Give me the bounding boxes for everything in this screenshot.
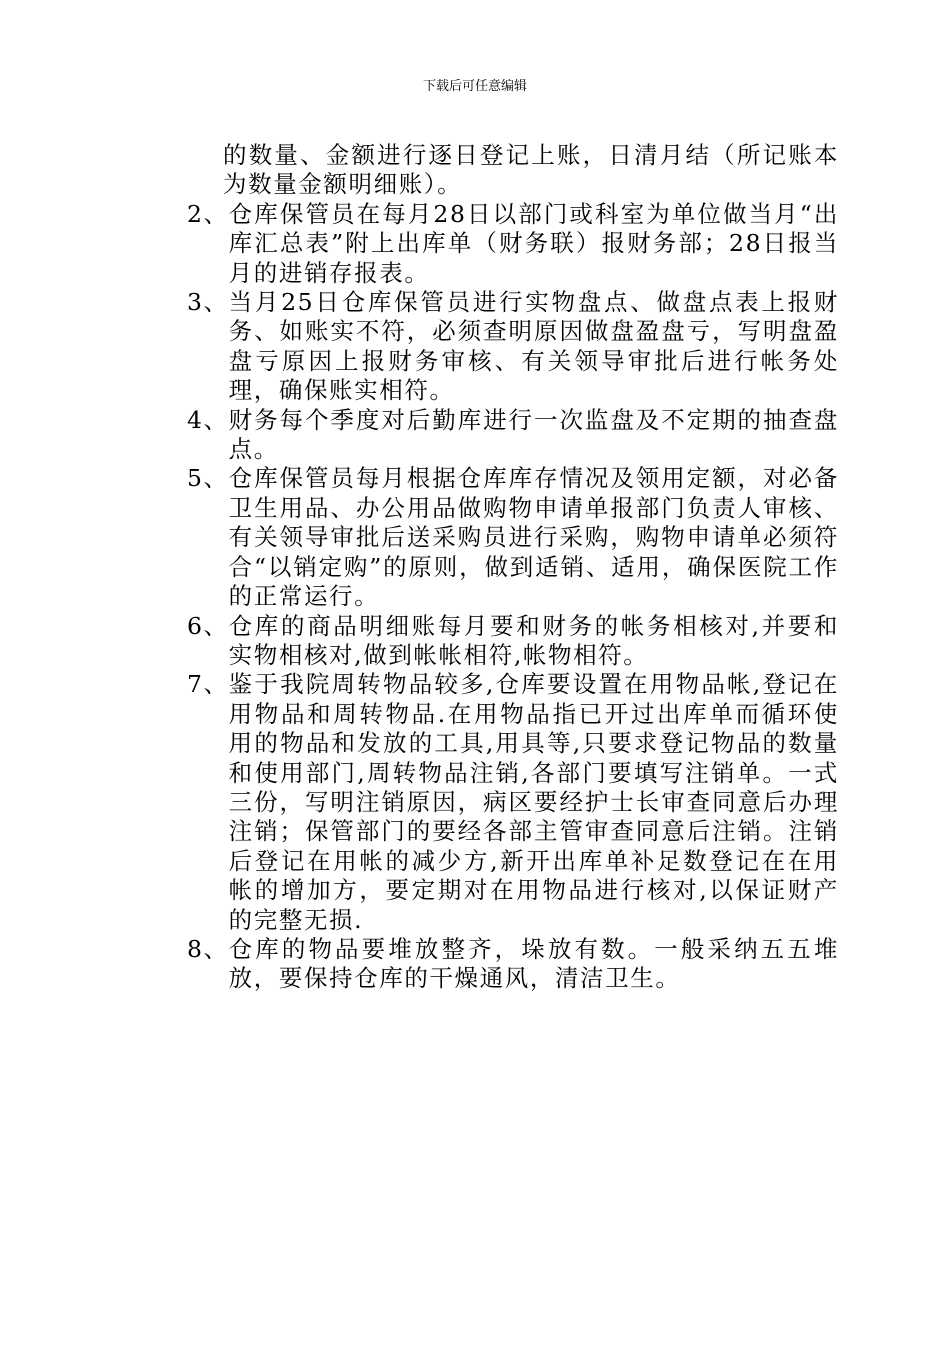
item-text: 仓库保管员在每月28日以部门或科室为单位做当月“出库汇总表”附上出库单（财务联）报财务部；28日报当月的进销存报表。 [228,199,839,287]
item-number: 4、 [187,405,229,434]
page-header: 下载后可任意编辑 [422,79,527,94]
item-number: 6、 [187,611,229,640]
list-item-6 [187,612,839,671]
item-number: 3、 [187,288,229,317]
list-item-8 [187,935,839,994]
document-body [187,141,839,994]
item-text: 仓库保管员每月根据仓库库存情况及领用定额，对必备卫生用品、办公用品做购物申请单报部门负责人审核、有关领导审批后送采购员进行采购，购物申请单必须符合“以销定购”的原则，做到适销、适用，确保医院工作的正常运行。 [228,464,839,611]
item-text: 财务每个季度对后勤库进行一次监盘及不定期的抽查盘点。 [228,405,839,464]
paragraph-text: 的数量、金额进行逐日登记上账，日清月结（所记账本为数量金额明细账）。 [223,141,839,199]
item-number: 5、 [187,464,229,493]
item-text: 鉴于我院周转物品较多,仓库要设置在用物品帐,登记在用物品和周转物品.在用物品指已开过出库单而循环使用的物品和发放的工具,用具等,只要求登记物品的数量和使用部门,周转物品注销,各部门要填写注销单。一式三份，写明注销原因，病区要经护士长审查同意后办理注销；保管部门的要经各部主管审查同意后注销。注销后登记在用帐的减少方,新开出库单补足数登记在在用帐的增加方，要定期对在用物品进行核对,以保证财产的完整无损. [228,670,839,934]
list-item-2 [187,200,839,288]
item-text: 当月25日仓库保管员进行实物盘点、做盘点表上报财务、如账实不符，必须查明原因做盘盈盘亏，写明盘盈盘亏原因上报财务审核、有关领导审批后进行帐务处理，确保账实相符。 [228,288,839,405]
item-number: 2、 [187,199,229,228]
list-item-5 [187,464,839,611]
item-number: 7、 [187,670,229,699]
item-number: 8、 [187,934,229,963]
list-item-4 [187,406,839,465]
item-text: 仓库的物品要堆放整齐，垛放有数。一般采纳五五堆放，要保持仓库的干燥通风，清洁卫生。 [228,934,839,993]
list-item-3 [187,288,839,406]
list-item-7 [187,670,839,935]
item-text: 仓库的商品明细账每月要和财务的帐务相核对,并要和实物相核对,做到帐帐相符,帐物相符。 [228,611,839,669]
continuation-paragraph [187,141,839,200]
